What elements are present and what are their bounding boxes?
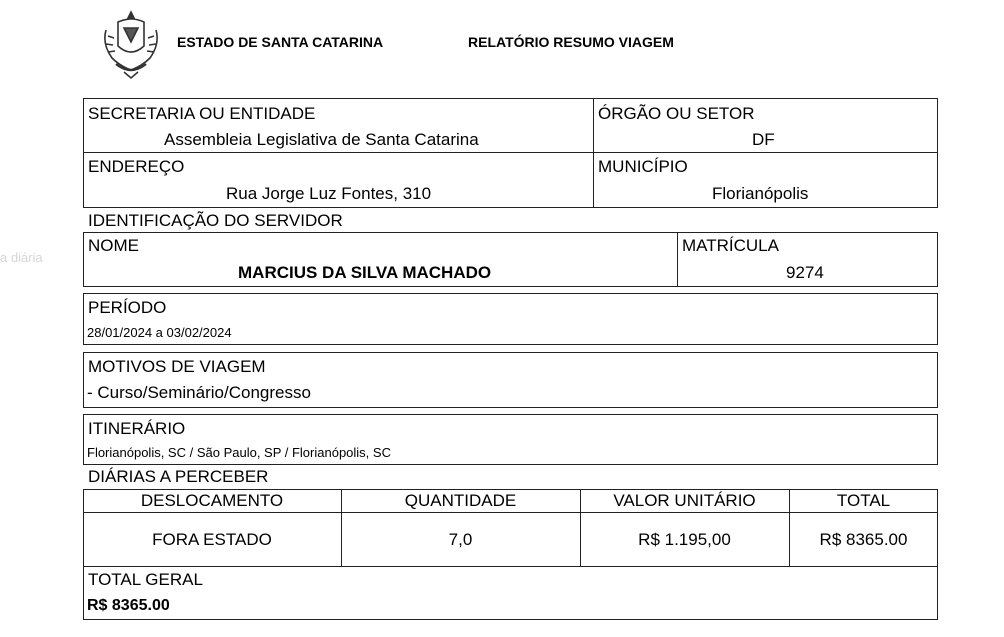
coat-of-arms-icon bbox=[98, 8, 164, 80]
ghost-text: a diária bbox=[0, 250, 43, 265]
city-label: MUNICÍPIO bbox=[598, 157, 688, 176]
registration-label: MATRÍCULA bbox=[682, 236, 779, 255]
name-label: NOME bbox=[88, 236, 139, 255]
city-value: Florianópolis bbox=[712, 184, 809, 203]
registration-value: 9274 bbox=[786, 263, 824, 282]
state-name: ESTADO DE SANTA CATARINA bbox=[177, 34, 384, 50]
organ-label: ÓRGÃO OU SETOR bbox=[598, 104, 755, 123]
row-displacement: FORA ESTADO bbox=[152, 530, 272, 549]
row-unit-value: R$ 1.195,00 bbox=[638, 530, 731, 549]
organ-value: DF bbox=[752, 130, 775, 149]
server-name: MARCIUS DA SILVA MACHADO bbox=[238, 263, 492, 282]
entity-value: Assembleia Legislativa de Santa Catarina bbox=[164, 130, 479, 149]
grand-total-label: TOTAL GERAL bbox=[88, 570, 203, 589]
grand-total-value: R$ 8365.00 bbox=[87, 597, 170, 614]
itinerary-label: ITINERÁRIO bbox=[88, 419, 186, 438]
grand-total-box bbox=[83, 566, 938, 620]
server-section-title: IDENTIFICAÇÃO DO SERVIDOR bbox=[88, 211, 343, 230]
address-label: ENDEREÇO bbox=[88, 157, 185, 176]
itinerary-value: Florianópolis, SC / São Paulo, SP / Florianópolis, SC bbox=[87, 445, 391, 460]
allowances-section-title: DIÁRIAS A PERCEBER bbox=[88, 467, 269, 486]
report-title: RELATÓRIO RESUMO VIAGEM bbox=[468, 34, 674, 50]
reasons-label: MOTIVOS DE VIAGEM bbox=[88, 357, 266, 376]
address-value: Rua Jorge Luz Fontes, 310 bbox=[226, 184, 432, 203]
row-total: R$ 8365.00 bbox=[819, 530, 908, 549]
reasons-value: - Curso/Seminário/Congresso bbox=[87, 383, 311, 402]
row-quantity: 7,0 bbox=[448, 530, 473, 549]
column-header-displacement: DESLOCAMENTO bbox=[140, 491, 284, 510]
column-header-unit-value: VALOR UNITÁRIO bbox=[613, 491, 756, 510]
entity-label: SECRETARIA OU ENTIDADE bbox=[88, 104, 316, 123]
period-value: 28/01/2024 a 03/02/2024 bbox=[87, 325, 232, 340]
column-header-quantity: QUANTIDADE bbox=[404, 491, 517, 510]
period-label: PERÍODO bbox=[88, 298, 167, 317]
column-header-total: TOTAL bbox=[836, 491, 891, 510]
